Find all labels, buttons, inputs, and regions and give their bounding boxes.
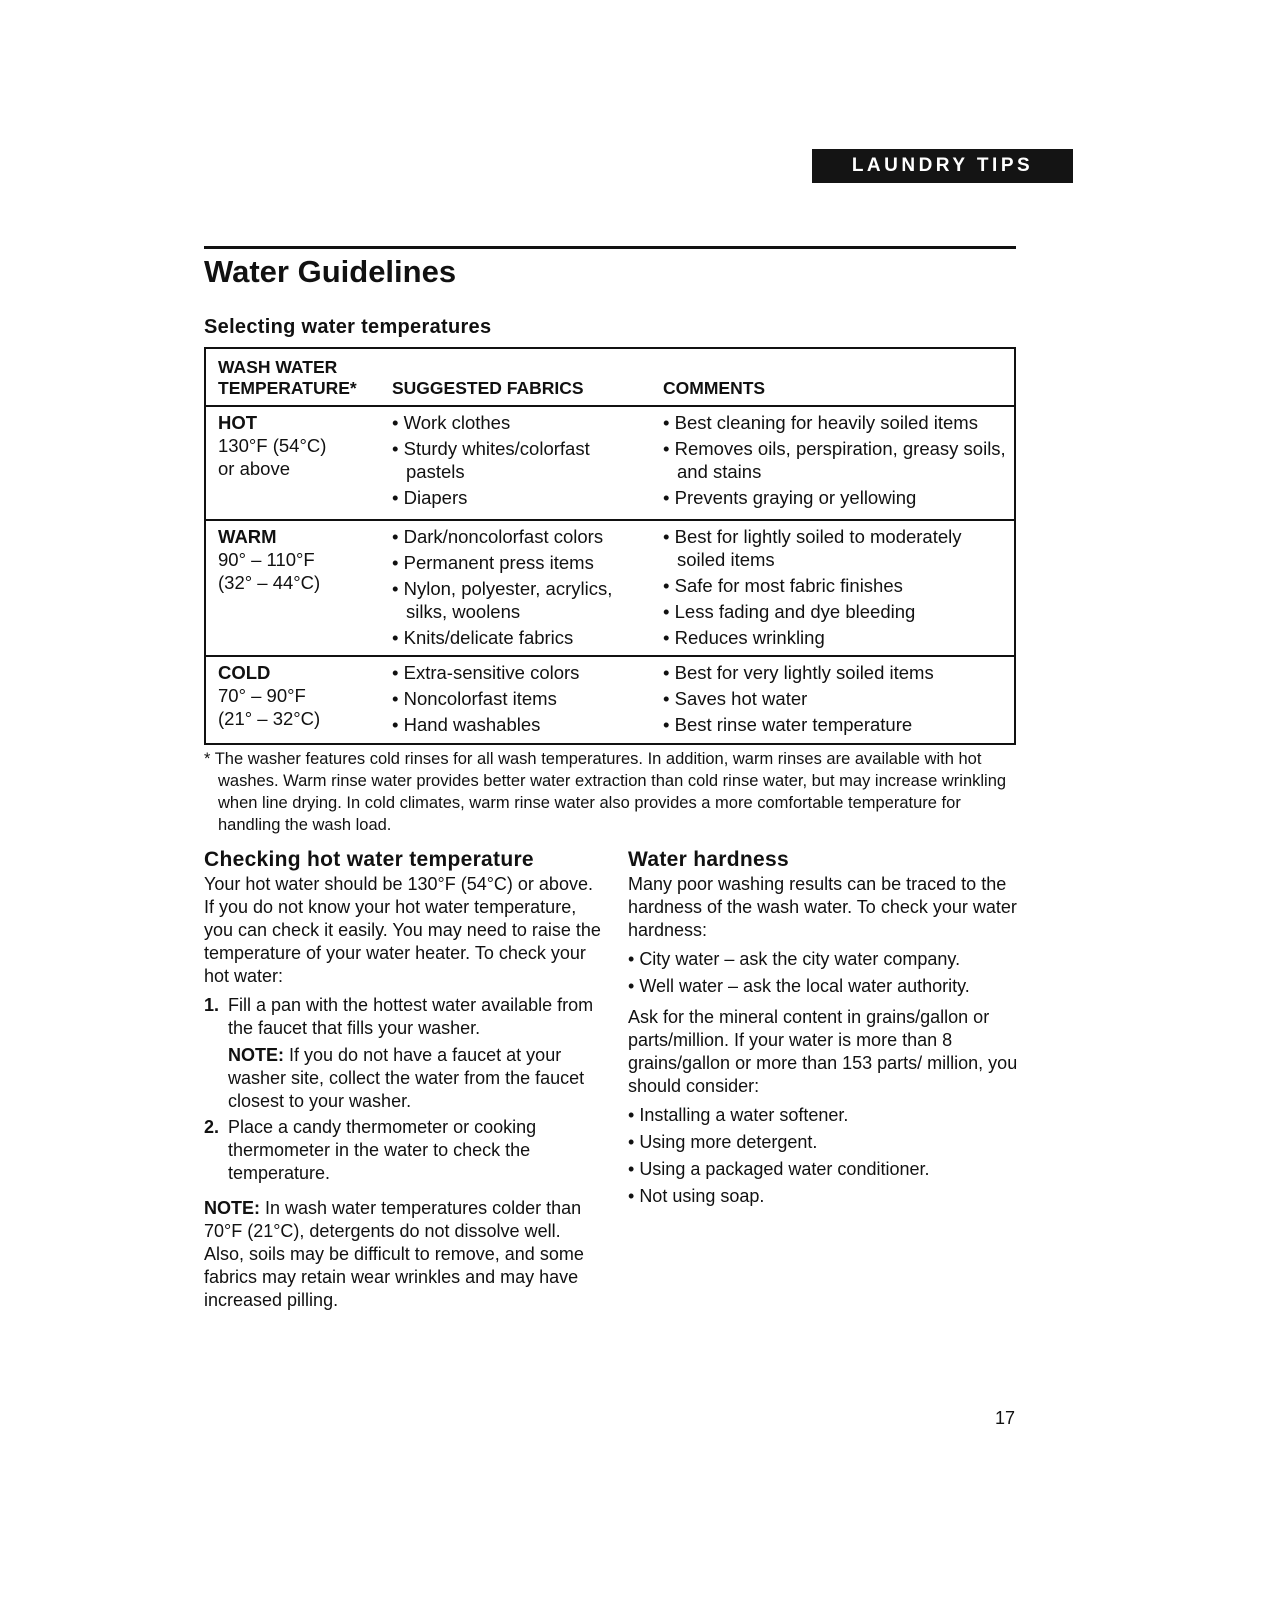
fabrics-cell [392, 411, 652, 512]
list-item: • Best cleaning for heavily soiled items [663, 412, 978, 433]
list-item: • Removes oils, perspiration, greasy soils, and stains [663, 438, 1006, 482]
list-item: • Reduces wrinkling [663, 627, 825, 648]
step-1: 1. Fill a pan with the hottest water available from the faucet that fills your washer. NOTE: If you do not have a faucet at your washer site, collect the water from the faucet closest to your washer. [204, 995, 594, 1111]
list-item: • Noncolorfast items [392, 688, 557, 709]
list-item: • Extra-sensitive colors [392, 662, 580, 683]
temperature-table [204, 347, 1016, 745]
hardness-section [628, 848, 1018, 1208]
table-row-cold [206, 655, 1014, 743]
page-title: Water Guidelines [204, 254, 457, 289]
header-fabrics: SUGGESTED FABRICS [392, 378, 584, 398]
list-item: • Knits/delicate fabrics [392, 627, 574, 648]
list-item: • Hand washables [392, 714, 541, 735]
header-comments: COMMENTS [663, 378, 766, 398]
checking-heading: Checking hot water temperature [204, 848, 534, 871]
list-item: • Using more detergent. [628, 1132, 818, 1152]
list-item: • Best for very lightly soiled items [663, 662, 934, 683]
checking-note: NOTE: In wash water temperatures colder than 70°F (21°C), detergents do not dissolve well. Also, soils may be difficult to remove, and some fabrics may retain wear wrinkles and may have increased pilling. [204, 1198, 584, 1310]
section-tab: LAUNDRY TIPS [812, 149, 1073, 183]
list-item: • Prevents graying or yellowing [663, 487, 917, 508]
mineral-content: Ask for the mineral content in grains/gallon or parts/million. If your water is more than 8 grains/gallon or more than 153 parts/ million, you should consider: [628, 1007, 1018, 1096]
temp-cell: COLD 70° – 90°F (21° – 32°C) [218, 662, 321, 729]
list-item: • City water – ask the city water company. [628, 949, 961, 969]
comments-cell [663, 661, 1013, 739]
list-item: • Saves hot water [663, 688, 808, 709]
list-item: • Well water – ask the local water authority. [628, 976, 970, 996]
list-item: • Permanent press items [392, 552, 594, 573]
list-item: • Nylon, polyester, acrylics, silks, woolens [392, 578, 613, 622]
list-item: • Dark/noncolorfast colors [392, 526, 604, 547]
step-2: 2. Place a candy thermometer or cooking thermometer in the water to check the temperature. [204, 1117, 537, 1183]
list-item: • Not using soap. [628, 1186, 765, 1206]
header-temperature: WASH WATER TEMPERATURE* [218, 357, 357, 398]
section-subtitle: Selecting water temperatures [204, 316, 492, 338]
title-rule [204, 246, 1016, 249]
list-item: • Safe for most fabric finishes [663, 575, 903, 596]
list-item: • Work clothes [392, 412, 511, 433]
list-item: • Using a packaged water conditioner. [628, 1159, 930, 1179]
list-item: • Less fading and dye bleeding [663, 601, 916, 622]
table-footnote: * The washer features cold rinses for all wash temperatures. In addition, warm rinses are available with hot washes. Warm rinse water provides better water extraction than cold rinse water, but may increase wrinkling when line drying. In cold climates, warm rinse water also provides a more comfortable temperature for handling the wash load. [204, 750, 1007, 834]
list-item: • Sturdy whites/colorfast pastels [392, 438, 590, 482]
comments-cell [663, 411, 1013, 512]
list-item: • Best for lightly soiled to moderately soiled items [663, 526, 962, 570]
page-number: 17 [995, 1408, 1016, 1428]
hardness-heading: Water hardness [628, 848, 789, 871]
fabrics-cell [392, 525, 652, 652]
hardness-intro: Many poor washing results can be traced to the hardness of the wash water. To check your water hardness: [628, 874, 1017, 940]
checking-intro: Your hot water should be 130°F (54°C) or above. If you do not know your hot water temperature, you can check it easily. You may need to raise the temperature of your water heater. To check your hot water: [204, 874, 601, 986]
table-row-warm [206, 519, 1014, 655]
temp-cell: WARM 90° – 110°F (32° – 44°C) [218, 526, 321, 593]
list-item: • Installing a water softener. [628, 1105, 849, 1125]
comments-cell [663, 525, 1013, 652]
table-header [206, 349, 1014, 407]
checking-section [204, 848, 604, 1312]
fabrics-cell [392, 661, 652, 739]
temp-cell: HOT 130°F (54°C) or above [218, 412, 327, 479]
list-item: • Best rinse water temperature [663, 714, 913, 735]
list-item: • Diapers [392, 487, 468, 508]
table-row-hot [206, 407, 1014, 519]
